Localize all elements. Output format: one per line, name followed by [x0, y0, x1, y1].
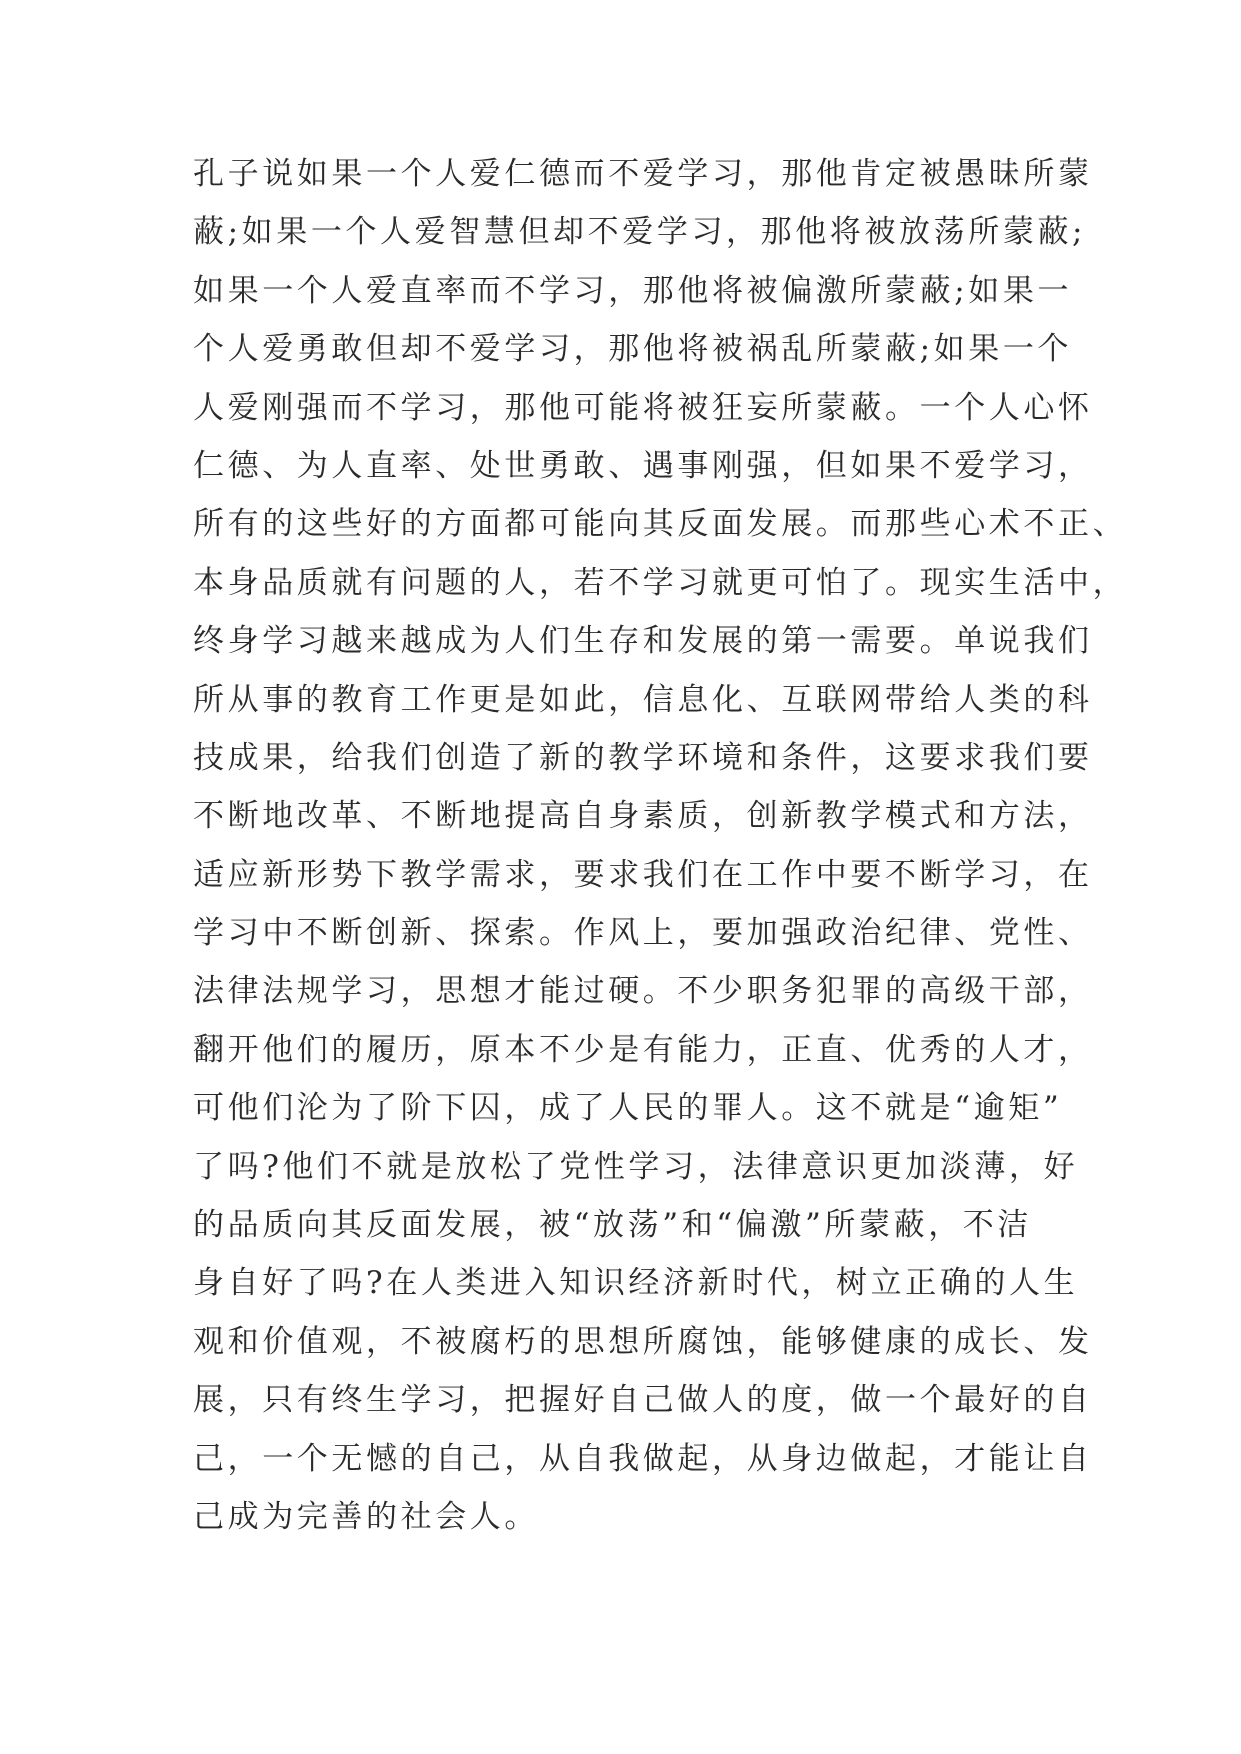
text-line: 的品质向其反面发展，被“放荡”和“偏激”所蒙蔽，不洁: [193, 1207, 1032, 1244]
body-paragraph: [193, 145, 1128, 1546]
text-line: 蔽;如果一个人爱智慧但却不爱学习，那他将被放荡所蒙蔽;: [193, 214, 1087, 251]
text-line: 仁德、为人直率、处世勇敢、遇事刚强，但如果不爱学习，: [193, 447, 1093, 484]
text-line: 展，只有终生学习，把握好自己做人的度，做一个最好的自: [193, 1382, 1093, 1419]
text-line: 观和价值观，不被腐朽的思想所腐蚀，能够健康的成长、发: [193, 1323, 1093, 1360]
text-line: 适应新形势下教学需求，要求我们在工作中要不断学习，在: [193, 856, 1093, 893]
text-line: 法律法规学习，思想才能过硬。不少职务犯罪的高级干部，: [193, 973, 1093, 1010]
text-line: 人爱刚强而不学习，那他可能将被狂妄所蒙蔽。一个人心怀: [193, 389, 1093, 426]
text-line: 孔子说如果一个人爱仁德而不爱学习，那他肯定被愚昧所蒙: [193, 156, 1093, 192]
text-line: 身自好了吗?在人类进入知识经济新时代，树立正确的人生: [193, 1265, 1079, 1302]
text-line: 技成果，给我们创造了新的教学环境和条件，这要求我们要: [193, 739, 1093, 776]
text-line: 所有的这些好的方面都可能向其反面发展。而那些心术不正、: [193, 506, 1128, 543]
text-line: 学习中不断创新、探索。作风上，要加强政治纪律、党性、: [193, 915, 1093, 952]
text-line: 可他们沦为了阶下囚，成了人民的罪人。这不就是“逾矩”: [193, 1090, 1063, 1127]
text-line: 己，一个无憾的自己，从自我做起，从身边做起，才能让自: [193, 1440, 1093, 1477]
text-line: 了吗?他们不就是放松了党性学习，法律意识更加淡薄，好: [193, 1148, 1079, 1185]
text-line: 己成为完善的社会人。: [193, 1498, 539, 1535]
text-line: 所从事的教育工作更是如此，信息化、互联网带给人类的科: [193, 681, 1093, 718]
text-line: 个人爱勇敢但却不爱学习，那他将被祸乱所蒙蔽;如果一个: [193, 331, 1073, 368]
text-line: 终身学习越来越成为人们生存和发展的第一需要。单说我们: [193, 623, 1093, 660]
text-line: 如果一个人爱直率而不学习，那他将被偏激所蒙蔽;如果一: [193, 272, 1073, 309]
text-line: 本身品质就有问题的人，若不学习就更可怕了。现实生活中，: [193, 564, 1128, 601]
text-line: 不断地改革、不断地提高自身素质，创新教学模式和方法，: [193, 798, 1093, 835]
text-line: 翻开他们的履历，原本不少是有能力，正直、优秀的人才，: [193, 1031, 1093, 1068]
